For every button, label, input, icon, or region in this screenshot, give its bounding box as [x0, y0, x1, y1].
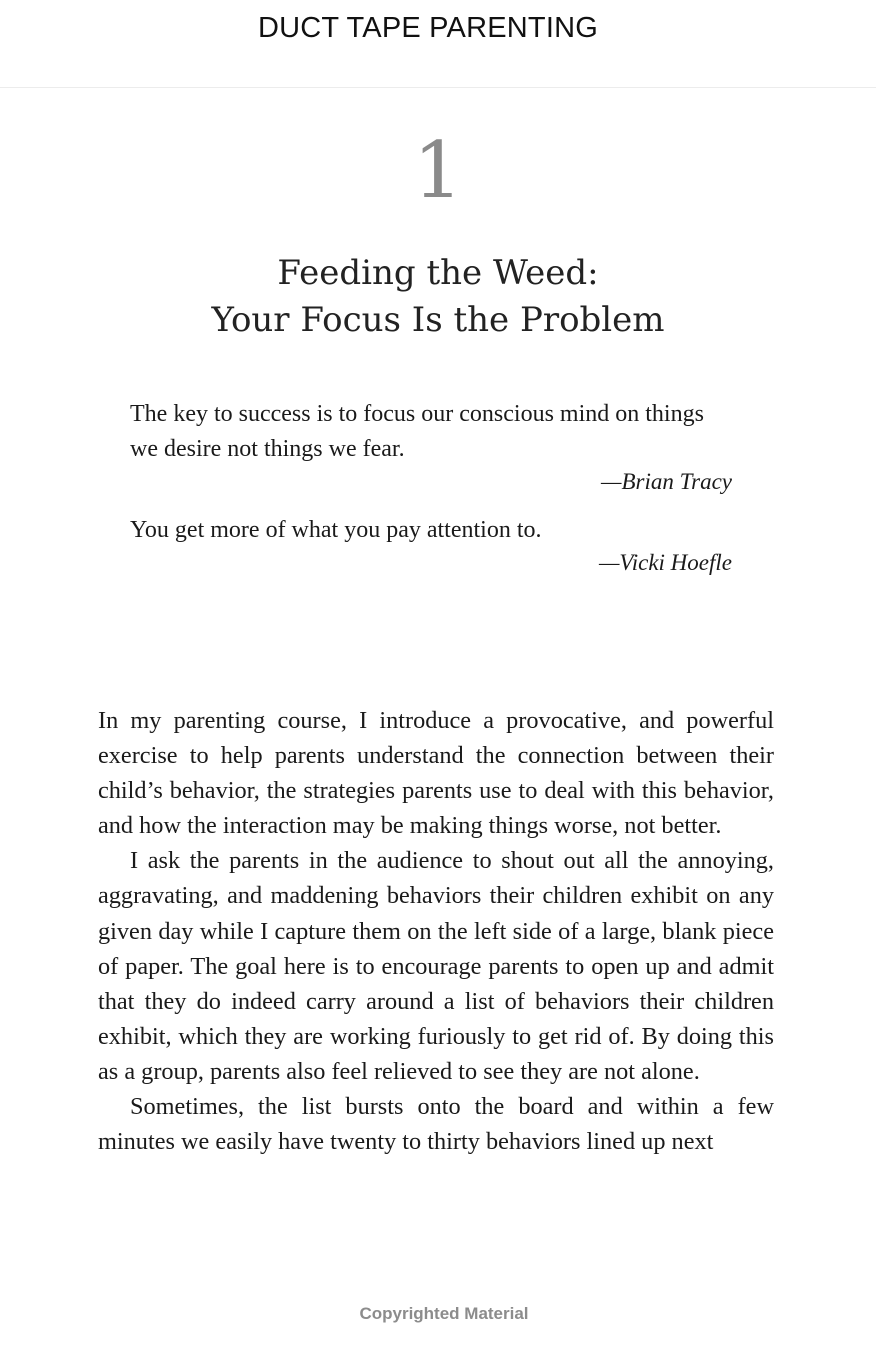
- copyright-notice: Copyrighted Material: [359, 1304, 529, 1323]
- epigraph-attribution: —Brian Tracy: [601, 469, 732, 494]
- epigraph-attribution: —Vicki Hoefle: [598, 550, 732, 575]
- chapter-number: 1: [413, 126, 463, 216]
- page-header: [0, 0, 876, 88]
- book-title: DUCT TAPE PARENTING: [257, 12, 599, 44]
- chapter-title-line-2: Your Focus Is the Problem: [211, 300, 665, 340]
- epigraph-brian-tracy: [130, 397, 732, 497]
- epigraph-quote: You get more of what you pay attention to.: [130, 517, 542, 543]
- epigraph-quote: The key to success is to focus our conscious mind on things we desire not things we fear.: [130, 401, 704, 462]
- epigraph-vicki-hoefle: [130, 513, 732, 578]
- paragraph-3: Sometimes, the list bursts onto the board and within a few minutes we easily have twenty to thirty behaviors lined up next: [98, 1093, 774, 1156]
- body-text: [98, 703, 774, 1159]
- chapter-title: [0, 250, 876, 344]
- chapter-title-line-1: Feeding the Weed:: [277, 253, 599, 293]
- paragraph-2: I ask the parents in the audience to shout out all the annoying, aggravating, and maddening behaviors their children exhibit on any given day while I capture them on the left side of a large, blank piece of paper. The goal here is to encourage parents to open up and admit that they do indeed carry around a list of behaviors their children exhibit, which they are working furiously to get rid of. By doing this as a group, parents also feel relieved to see they are not alone.: [98, 847, 774, 1085]
- paragraph-1: In my parenting course, I introduce a provocative, and powerful exercise to help parents understand the connection between their child’s behavior, the strategies parents use to deal with this behavior, and how the interaction may be making things worse, not better.: [98, 707, 774, 840]
